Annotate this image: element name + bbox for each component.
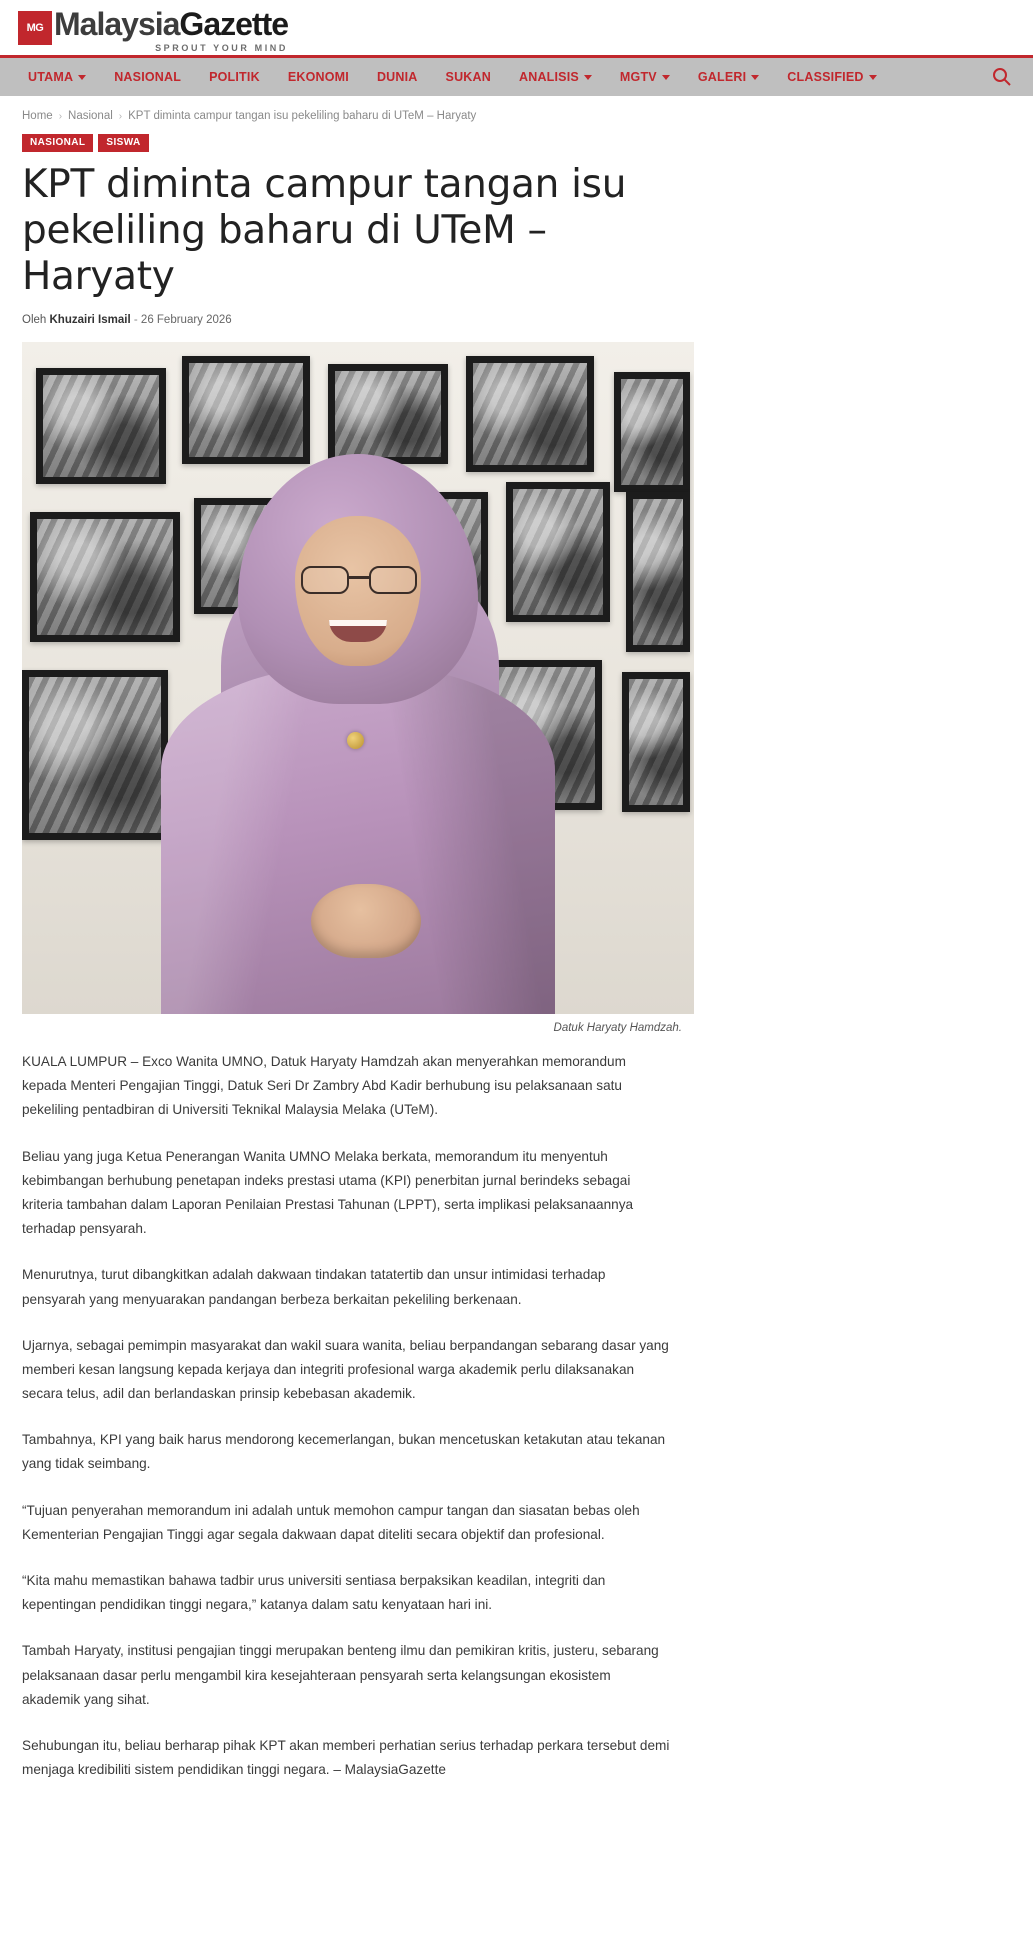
glasses-lens-right — [369, 566, 417, 594]
article-paragraph: “Kita mahu memastikan bahawa tadbir urus universiti sentiasa berpaksikan keadilan, integriti dan kepentingan pendidikan tinggi negara,” katanya dalam satu kenyataan hari ini. — [22, 1573, 606, 1613]
site-masthead — [0, 0, 1033, 58]
main-navigation — [0, 58, 1033, 96]
chevron-down-icon — [869, 75, 877, 80]
article-paragraph: Tambahnya, KPI yang baik harus mendorong kecemerlangan, bukan mencetuskan ketakutan atau tekanan yang tidak seimbang. — [22, 1432, 666, 1472]
wall-photo-frame — [626, 492, 690, 652]
wall-photo-frame — [622, 672, 690, 812]
nav-label: ANALISIS — [518, 70, 579, 84]
page-title: KPT diminta campur tangan isu pekeliling baharu di UTeM – Haryaty — [22, 162, 627, 300]
lead-figure — [22, 342, 694, 1034]
chevron-down-icon — [78, 75, 86, 80]
nav-label: EKONOMI — [287, 70, 349, 84]
byline-dash: - — [133, 314, 138, 327]
subject-body — [161, 666, 555, 1014]
article-paragraph: KUALA LUMPUR – Exco Wanita UMNO, Datuk Haryaty Hamdzah akan menyerahkan memorandum kepada Menteri Pengajian Tinggi, Datuk Seri Dr Zambry Abd Kadir berhubung isu pelaksanaan satu pekeliling pentadbiran di Universiti Teknikal Malaysia Melaka (UTeM). — [22, 1054, 626, 1118]
nav-item-classified[interactable] — [773, 58, 890, 96]
wall-photo-frame — [182, 356, 310, 464]
breadcrumb-item-home[interactable]: Home — [22, 110, 53, 122]
byline — [22, 314, 694, 326]
article-body — [22, 1050, 672, 1782]
logo-text — [54, 8, 288, 53]
article-paragraph: Beliau yang juga Ketua Penerangan Wanita UMNO Melaka berkata, memorandum itu menyentuh kebimbangan berhubung penetapan indeks prestasi utama (KPI) penerbitan jurnal berindeks sebagai kriteria tambahan dalam Laporan Penilaian Prestasi Tahunan (LPPT), serta implikasi pelaksanaannya terhadap pensyarah. — [22, 1148, 634, 1237]
nav-item-ekonomi[interactable] — [274, 58, 363, 96]
nav-item-dunia[interactable] — [363, 58, 432, 96]
chevron-down-icon — [751, 75, 759, 80]
breadcrumb — [22, 110, 694, 122]
article-paragraph: Ujarnya, sebagai pemimpin masyarakat dan wakil suara wanita, beliau berpandangan sebarang dasar yang memberi kesan langsung kepada kerjaya dan integriti profesional warga akademik perlu dilaksanakan secara telus, adil dan berlandaskan prinsip kebebasan akademik. — [22, 1337, 669, 1402]
breadcrumb-separator-icon: › — [118, 110, 123, 122]
wall-photo-frame — [614, 372, 690, 492]
breadcrumb-item-nasional[interactable]: Nasional — [68, 110, 113, 122]
lead-image — [22, 342, 694, 1014]
nav-item-politik[interactable] — [195, 58, 274, 96]
logo-name-2: Gazette — [179, 6, 289, 42]
chevron-down-icon — [662, 75, 670, 80]
portrait-subject — [143, 454, 573, 1014]
site-logo[interactable] — [18, 8, 288, 53]
brooch-icon — [347, 732, 364, 749]
nav-item-galeri[interactable] — [684, 58, 773, 96]
nav-label: NASIONAL — [114, 70, 182, 84]
nav-label: GALERI — [697, 70, 747, 84]
logo-mark-icon: MG — [18, 11, 52, 45]
nav-label: POLITIK — [209, 70, 260, 84]
article-page — [0, 96, 1033, 1844]
article-paragraph: Tambah Haryaty, institusi pengajian tinggi merupakan benteng ilmu dan pemikiran kritis, justeru, sebarang pelaksanaan dasar perlu mengambil kira kesejahteraan pensyarah serta kelangsungan ekosistem akademik yang sihat. — [22, 1643, 659, 1707]
logo-title — [54, 8, 288, 40]
nav-label: MGTV — [619, 70, 657, 84]
logo-name-1: Malaysia — [54, 6, 180, 42]
search-icon[interactable] — [992, 67, 1011, 86]
nav-item-mgtv[interactable] — [606, 58, 684, 96]
glasses-bridge — [349, 576, 369, 579]
wall-photo-frame — [328, 364, 448, 464]
breadcrumb-separator-icon: › — [58, 110, 63, 122]
logo-tagline: SPROUT YOUR MIND — [155, 43, 289, 53]
nav-item-nasional[interactable] — [100, 58, 195, 96]
badge-nasional[interactable]: NASIONAL — [22, 134, 93, 152]
nav-label: SUKAN — [445, 70, 491, 84]
category-badges — [22, 134, 694, 152]
nav-item-utama[interactable] — [14, 58, 100, 96]
nav-label: CLASSIFIED — [787, 70, 864, 84]
article-paragraph: “Tujuan penyerahan memorandum ini adalah untuk memohon campur tangan dan siasatan bebas oleh Kementerian Pengajian Tinggi agar segala dakwaan dapat diteliti secara objektif dan profesional. — [22, 1502, 640, 1542]
nav-item-analisis[interactable] — [505, 58, 606, 96]
subject-hands — [311, 884, 421, 958]
article-paragraph: Sehubungan itu, beliau berharap pihak KPT akan memberi perhatian serius terhadap perkara tersebut demi menjaga kredibiliti sistem pendidikan tinggi negara. – MalaysiaGazette — [22, 1737, 670, 1778]
glasses-lens-left — [301, 566, 349, 594]
badge-siswa[interactable]: SISWA — [98, 134, 148, 152]
article-paragraph: Menurutnya, turut dibangkitkan adalah dakwaan tindakan tatatertib dan unsur intimidasi terhadap pensyarah yang menyuarakan pandangan berbeza berkaitan pekeliling berkenaan. — [22, 1267, 606, 1307]
nav-item-sukan[interactable] — [432, 58, 505, 96]
byline-author[interactable]: Khuzairi Ismail — [49, 314, 131, 327]
byline-date: 26 February 2026 — [140, 314, 232, 327]
nav-label: DUNIA — [376, 70, 418, 84]
nav-label: UTAMA — [28, 70, 74, 84]
byline-prefix: Oleh — [22, 314, 47, 327]
glasses-icon — [299, 566, 419, 596]
chevron-down-icon — [584, 75, 592, 80]
breadcrumb-item-current: KPT diminta campur tangan isu pekeliling baharu di UTeM – Haryaty — [128, 110, 477, 122]
image-caption: Datuk Haryaty Hamdzah. — [553, 1022, 682, 1035]
